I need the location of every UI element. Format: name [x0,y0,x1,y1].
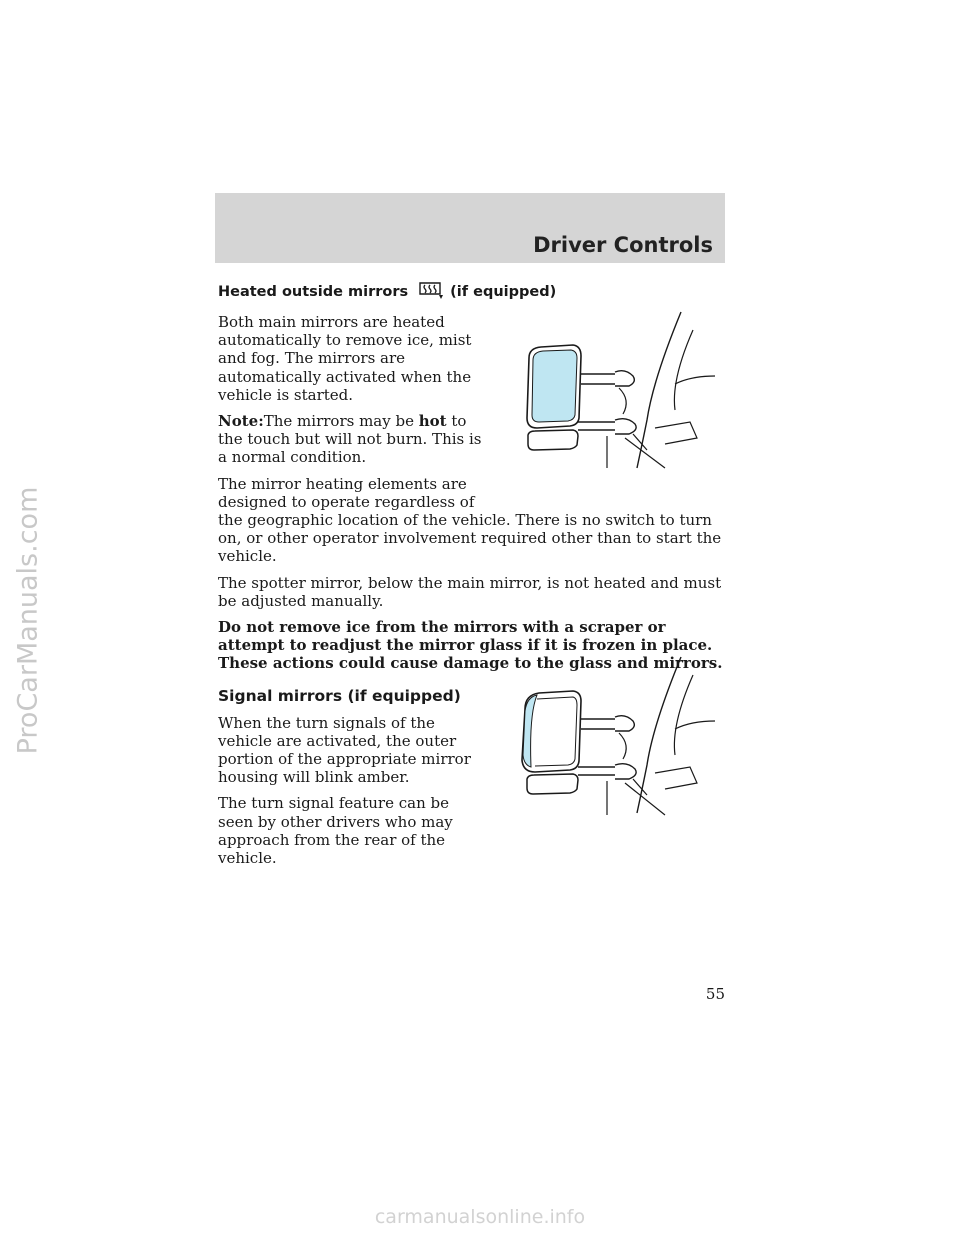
heated-warning: Do not remove ice from the mirrors with a scraper or attempt to readjust the mirror glass if it is frozen in place. These actions could cause damage to the glass and mirrors. [218,618,723,673]
heated-paragraph-1: Both main mirrors are heated automatically to remove ice, mist and fog. The mirrors are automatically activated when the vehicle is started. [218,313,472,404]
section-banner [215,193,725,263]
heated-mirrors-heading [218,280,723,304]
heated-mirror-illustration [515,310,725,470]
heated-note [218,412,483,467]
signal-paragraph-2: The turn signal feature can be seen by other drivers who may approach from the rear of the vehicle. [218,794,453,868]
note-text-after: to the touch but will not burn. This is a normal condition. [218,412,482,467]
heated-paragraph-3b: the geographic location of the vehicle. There is no switch to turn on, or other operator involvement required other than to start the vehicle. [218,511,722,566]
signal-mirror-illustration [515,655,725,817]
footer-watermark: carmanualsonline.info [374,1206,586,1228]
section-title: Driver Controls [533,233,713,257]
heated-paragraph-4: The spotter mirror, below the main mirror, is not heated and must be adjusted manually. [218,573,722,610]
note-label: Note: [218,412,264,431]
signal-mirrors-heading: Signal mirrors (if equipped) [218,686,461,705]
side-watermark-text: ProCarManuals.com [12,486,44,754]
rear-defrost-icon [408,280,450,304]
note-text-before: The mirrors may be [263,412,419,431]
page-number: 55 [705,985,725,1003]
heated-mirrors-heading-suffix: (if equipped) [450,284,557,300]
signal-paragraph-1: When the turn signals of the vehicle are activated, the outer portion of the appropriate mirror housing will blink amber. [218,713,471,787]
heated-paragraph-3 [218,475,723,566]
heated-paragraph-3a: The mirror heating elements are designed to operate regardless of [218,474,475,511]
note-hot: hot [418,412,447,431]
heated-mirrors-heading-text: Heated outside mirrors [218,284,409,300]
side-watermark [6,330,50,910]
